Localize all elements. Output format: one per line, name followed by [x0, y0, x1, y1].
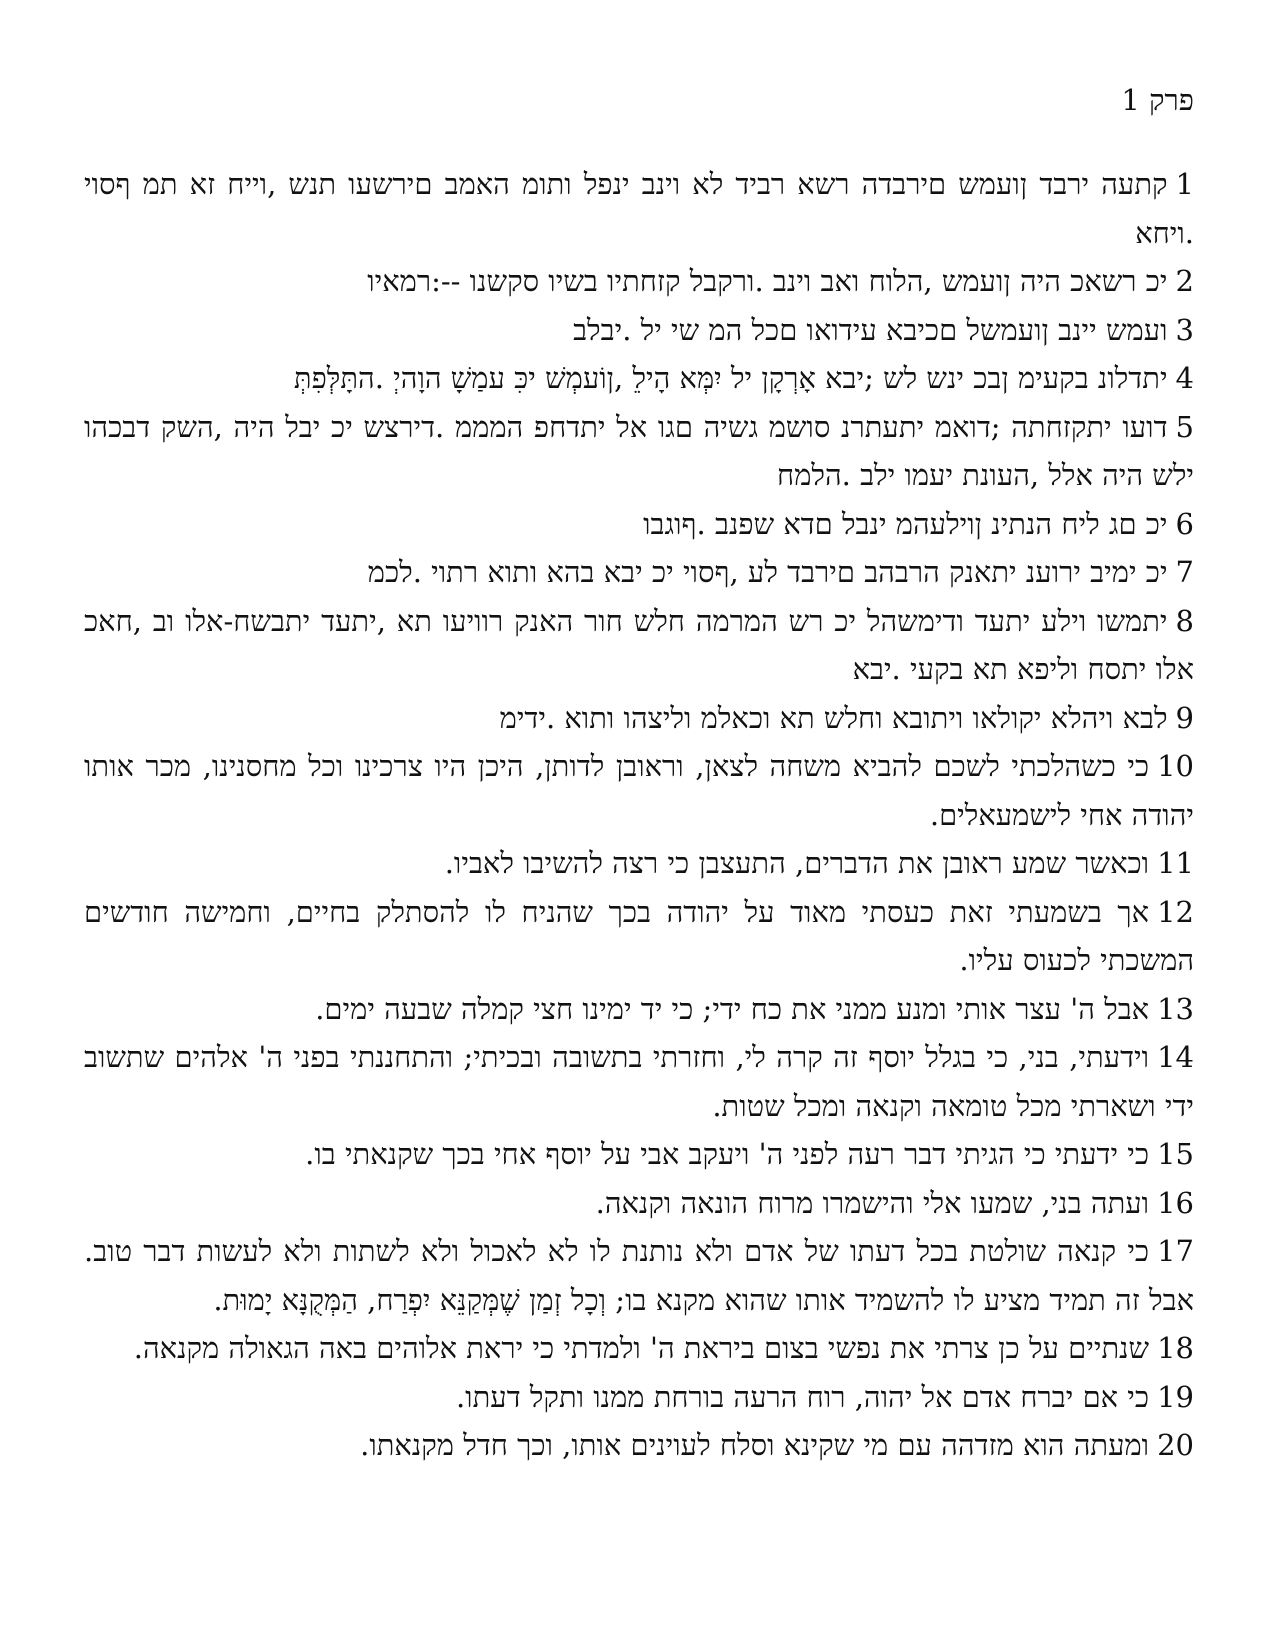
verse-text: אבל ה' עצר אותי ומנע ממני את כח ידי; כי יד ימינו חצי קמלה שבעה ימים.: [315, 991, 1150, 1026]
verse-number: 8: [1175, 603, 1194, 638]
verse-number: 15: [1157, 1137, 1194, 1171]
verse-text: יכ םג ליח הנתינ ןוילעהמ ינבל םדא שפנב .ףוגבו: [643, 506, 1168, 541]
verse-text: כי כשהלכתי לשכם להביא משחה לצאן, וראובן לדותן, היכן היו צרכינו וכל מחסנינו, מכר אותו יהודה אחי לישמעאלים.: [84, 749, 1194, 832]
verse-number: 20: [1157, 1428, 1194, 1462]
verse-number: 14: [1157, 1040, 1194, 1074]
verse-text: יכ רשאכ היה ןועמש ,הלוח ואב וינב .ורקבל קזחתיו בשיו סקשנו --:רמאיו: [367, 264, 1168, 298]
document-page: [84, 80, 1194, 1470]
verse-number: 9: [1175, 700, 1194, 735]
verse-18: [84, 1324, 1194, 1373]
verse-number: 4: [1175, 361, 1194, 395]
verse-number: 11: [1157, 846, 1194, 880]
verse-text: אך בשמעתי זאת כעסתי מאוד על יהודה בכך שהניח לו להסתלק בחיים, וחמישה חודשים המשכתי לכעוס עליו.: [84, 894, 1194, 977]
verse-text: וכאשר שמע ראובן את הדברים, התעצבן כי רצה להשיבו לאביו.: [444, 846, 1150, 880]
verse-list: [84, 160, 1194, 1470]
verse-text: דועו יתקזחתה ;דואמ יתעתרנ סושמ גשיה םגו אל יתדחפ המממ .דירצש יכ יבל היה ,השק דבכהו ילש היה אלל ,העונת יעמו ילב .הלמח: [84, 409, 1194, 492]
verse-10: [84, 742, 1194, 839]
verse-number: 1: [1175, 167, 1194, 201]
verse-14: [84, 1033, 1194, 1130]
verse-number: 19: [1157, 1379, 1194, 1414]
verse-3: [84, 306, 1194, 355]
verse-2: [84, 257, 1194, 306]
verse-19: [84, 1373, 1194, 1422]
verse-text: כי ידעתי כי הגיתי דבר רעה לפני ה' ויעקב אבי על יוסף אחי בכך שקנאתי בו.: [305, 1137, 1150, 1171]
chapter-title: פרק 1: [1121, 83, 1194, 117]
verse-text: וידעתי, בני, כי בגלל יוסף זה קרה לי, וחזרתי בתשובה ובכיתי; והתחננתי בפני ה' אלהים שתשוב ידי ושארתי מכל טומאה וקנאה ומכל שטות.: [84, 1040, 1194, 1123]
verse-text: קתעה ירבד ןועמש םירבדה רשא רביד לא וינב ינפל ותומ האמב םירשעו תנש ,וייח זא תמ ףסוי .ויחא: [84, 167, 1194, 250]
verse-number: 6: [1175, 506, 1194, 541]
verse-number: 5: [1175, 409, 1194, 444]
verse-20: [84, 1421, 1194, 1470]
verse-number: 2: [1175, 264, 1194, 298]
verse-number: 17: [1157, 1234, 1194, 1268]
verse-15: [84, 1130, 1194, 1179]
verse-text: כי אם יברח אדם אל יהוה, רוח הרעה בורחת ממנו ותקל דעתו.: [455, 1379, 1150, 1414]
verse-number: 18: [1157, 1331, 1194, 1365]
verse-8: [84, 597, 1194, 694]
verse-text: יתדלונ בקעימ ןבכ ינש לש ;יבא אָרְקָן יל יִמְּא הָילֵ ,ןוֹעמְשׁ יכִּ עמַשָׁ הוָהיְ .התָּלְּפִתְּ: [293, 361, 1168, 395]
verse-4: [84, 354, 1194, 403]
verse-number: 16: [1157, 1185, 1194, 1220]
verse-text: שנתיים על כן צרתי את נפשי בצום ביראת ה' ולמדתי כי יראת אלוהים באה הגאולה מקנאה.: [133, 1331, 1150, 1365]
verse-17: [84, 1227, 1194, 1324]
verse-1: [84, 160, 1194, 257]
verse-text: כי קנאה שולטת בכל דעתו של אדם ולא נותנת לו לא לאכול ולא לשתות ולא לעשות דבר טוב. אבל זה תמיד מציע לו להשמיד אותו שהוא מקנא בו; וְכָל זְמַן שֶׁמְּקַנֵּא יִפְרַח, הַמְּקֻנָּא יָמוּת.: [84, 1234, 1194, 1317]
verse-text: לבא ויהלא יקולאו ויתובא וחלש תא וכאלמ וליצהו ותוא .ידימ: [499, 700, 1168, 735]
verse-text: יתמשו וילע יתעד ודימשהל יכ רש המרמה חלש חור האנק רוויעו תא ,יתעד יתבשח-אלו וב ,חאכ אלו יתסח וליפא תא בקעי .יבא: [84, 603, 1194, 686]
verse-12: [84, 888, 1194, 985]
verse-text: ומעתה הוא מזדהה עם מי שקינא וסלח לעוינים אותו, וכך חדל מקנאתו.: [360, 1428, 1150, 1462]
verse-5: [84, 403, 1194, 500]
verse-text: ועתה בני, שמעו אלי והישמרו מרוח הונאה וקנאה.: [595, 1185, 1150, 1220]
verse-number: 13: [1157, 991, 1194, 1026]
verse-7: [84, 548, 1194, 597]
verse-13: [84, 985, 1194, 1034]
verse-number: 10: [1157, 749, 1194, 783]
verse-16: [84, 1179, 1194, 1228]
verse-number: 12: [1157, 894, 1194, 929]
verse-text: יכ ימיב ירוענ יתאנק הרבהב םירבד לע ,ףסוי יכ יבא בהא ותוא רתוי .לכמ: [367, 555, 1168, 589]
verse-number: 7: [1175, 555, 1194, 589]
verse-9: [84, 694, 1194, 743]
verse-number: 3: [1175, 312, 1194, 347]
verse-text: ועמש יינב ןועמשל םכיבא עידואו םכל המ שי יל .יבלב: [573, 312, 1168, 347]
verse-6: [84, 500, 1194, 549]
verse-11: [84, 839, 1194, 888]
